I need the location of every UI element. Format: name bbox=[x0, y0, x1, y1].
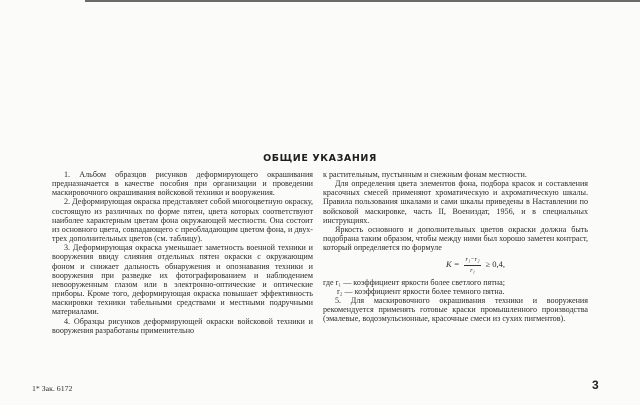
left-column bbox=[52, 170, 313, 335]
formula-numerator: r₁−r₂ bbox=[464, 255, 482, 265]
contrast-formula bbox=[363, 255, 588, 274]
formula-denominator: r₁ bbox=[470, 266, 475, 274]
paragraph-color-scales: Для определения цвета элементов фона, подбора красок и составления красочных смесей применяют хроматическую и ахроматическую шкалы. Правила пользования шкалами и сами шкалы приведены в Наставлении по войсковой маскировке, часть II, Воениздат, 1956, и в специальных инструкциях. bbox=[323, 179, 588, 225]
formula-rhs: ≥ 0,4, bbox=[485, 259, 506, 270]
right-column bbox=[323, 170, 588, 324]
formula-fraction bbox=[464, 255, 482, 274]
paragraph-2: 2. Деформирующая окраска представляет собой многоцветную окраску, состоящую из различных по форме пятен, цвета которых соответствуют наиболее характерным цветам фона окружающей местности. Она состоит из основного цвета, совпадающего с преобладающим цветом фона, и двух-трех дополнительных цветов (см. таблицу). bbox=[52, 197, 313, 244]
paragraph-5: 5. Для маскировочного окрашивания техники и вооружения рекомендуется применять готовые краски промышленного производства (эмалевые, водоэмульсионные, красочные смеси из сухих пигментов). bbox=[323, 296, 588, 324]
page-number: 3 bbox=[592, 378, 599, 392]
paragraph-brightness: Яркость основного и дополнительных цветов окраски должна быть подобрана таким образом, чтобы между ними был хорошо заметен контраст, который определяется по формуле bbox=[323, 224, 588, 253]
page-top-edge bbox=[85, 0, 640, 2]
formula-legend-r1: где r₁ — коэффициент яркости более светлого пятна; bbox=[323, 277, 505, 287]
page-title: ОБЩИЕ УКАЗАНИЯ bbox=[263, 153, 377, 164]
formula-lhs: K = bbox=[445, 259, 460, 270]
print-order-note: 1* Зак. 6172 bbox=[32, 384, 73, 393]
paragraph-4-continuation: к растительным, пустынным и снежным фонам местности. bbox=[323, 170, 527, 179]
paragraph-4: 4. Образцы рисунков деформирующей окраски войсковой техники и вооружения разработаны применительно bbox=[52, 316, 313, 335]
formula-legend-r2: r₂ — коэффициент яркости более темного пятна. bbox=[337, 286, 505, 296]
paragraph-1: 1. Альбом образцов рисунков деформирующего окрашивания предназначается в качестве пособия при организации и проведении маскировочного окрашивания войсковой техники и вооружения. bbox=[52, 170, 313, 198]
paragraph-3: 3. Деформирующая окраска уменьшает заметность военной техники и вооружения ввиду слияния отдельных пятен окраски с окружающим фоном и снижает дальность обнаружения и опознавания техники и вооружения при разведке их фотографированием и наблюдением невооруженным глазом или в электронно-оптические и оптические приборы. Кроме того, деформирующая окраска повышает эффективность маскировки техники табельными средствами и местными подручными материалами. bbox=[52, 243, 313, 317]
